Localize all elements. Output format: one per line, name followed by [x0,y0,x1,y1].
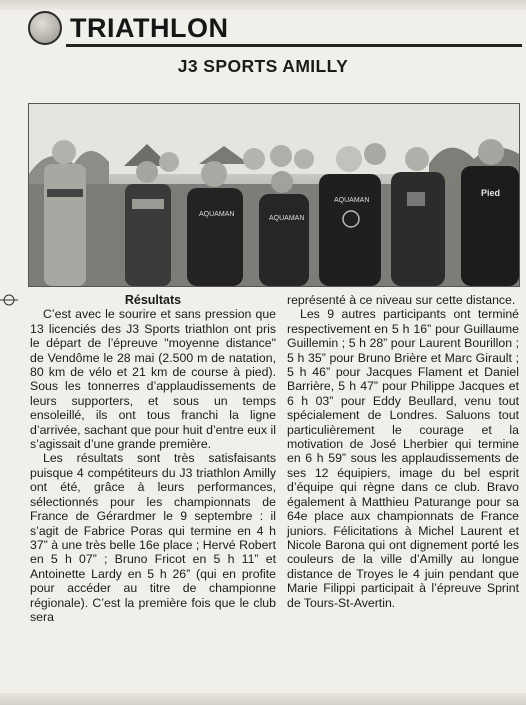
section-title: TRIATHLON [70,12,229,43]
page-edge [0,693,526,705]
article-paragraph: C’est avec le sourire et sans pression que 13 licenciés des J3 Sports triathlon ont pris le départ de l’épreuve "moyenne distance" de Vendôme le 28 mai (2.500 m de natation, 80 km de vélo et 21 km de course à pied). Sous les tonnerres d’applaudissements de leurs supporters, et sous un temps ensoleillé, ils ont tous franchi la ligne d’arrivée, sachant que pour huit d’entre eux il s’agissait d’une grande première. [30,307,276,452]
jersey-text: AQUAMAN [269,215,305,222]
article-paragraph: Les 9 autres participants ont terminé respectivement en 5 h 16” pour Guillaume Guillemin ; 5 h 28” pour Laurent Bourillon ; 5 h 35” pour Bruno Brière et Marc Girault ; 5 h 46” pour Jacques Flament et Daniel Barrière, 5 h 47” pour Philippe Jacques et 6 h 03” pour Eddy Beullard, venu tout spécialement de Londres. Saluons tout particulièrement le courage et la motivation de José Lherbier qui termine en 6 h 59” sous les applaudissements de ses 12 équipiers, image du bel esprit d’équipe qui règne dans ce club. Bravo également à Matthieu Paturange pour sa 64e place aux championnats de France juniors. Félicitations à Michel Laurent et Nicole Barona qui ont dignement porté les couleurs de la ville d’Amilly au longue distance de Troyes le 4 juin pendant que Marie Filippi participait à l’épreuve Sprint de Tours-St-Avertin. [287,307,519,610]
article-paragraph: représenté à ce niveau sur cette distance. [287,293,516,307]
article-subheading: Résultats [124,293,182,307]
athlete-figure [364,143,386,165]
team-photo-illustration [29,104,519,286]
section-header [20,8,520,48]
header-rule [66,44,522,47]
athlete-figure [187,161,243,286]
athlete-figure [125,161,171,286]
team-photo [28,103,520,287]
article-headline: J3 SPORTS AMILLY [177,56,349,76]
article-column-right [287,293,519,610]
section-bullet-icon [28,11,62,45]
article-column-left [30,293,276,624]
athlete-figure [159,152,179,172]
jersey-text: AQUAMAN [334,197,370,204]
jersey-text: AQUAMAN [199,211,235,218]
article-paragraph: Les résultats sont très satisfaisants puisque 4 compétiteurs du J3 triathlon Amilly ont été, grâce à leurs performances, sélectionnés pour les championnats de France de Gérardmer le 9 septembre : il s’agit de Fabrice Poras qui termine en 4 h 37” à une très belle 16e place ; Hervé Robert en 5 h 07” ; Bruno Fricot en 5 h 11” et Antoinette Lardy en 5 h 26” (qui en profite pour accéder au titre de championne régionale). C’est la première fois que le club sera [30,451,276,624]
jersey-text: Pied [481,188,501,198]
crop-mark-icon [0,291,18,309]
